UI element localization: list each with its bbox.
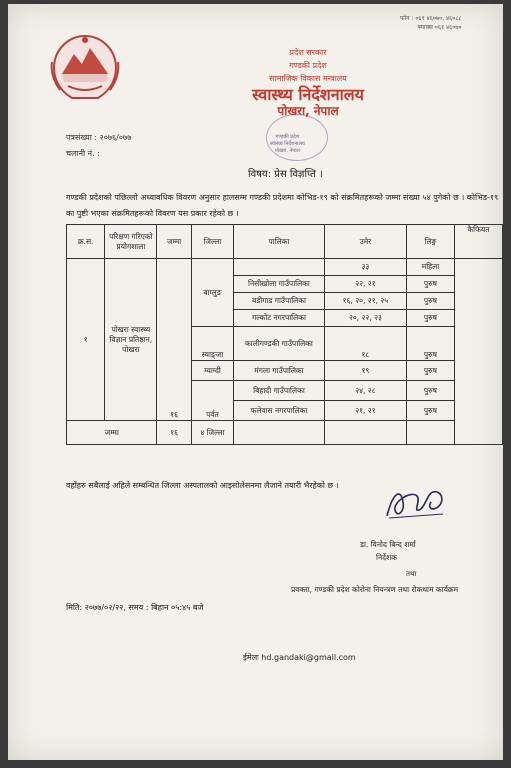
- office-letterhead: [198, 46, 418, 118]
- cell-age: १९: [324, 361, 406, 381]
- press-release-page: [8, 4, 503, 760]
- cell-palika: बडीगाड गाउँपालिका: [234, 293, 325, 310]
- phone-fax-block: [400, 14, 462, 32]
- intro-paragraph: गण्डकी प्रदेशको पछिल्लो अध्यावधिक विवरण अनुसार हालसम्म गण्डकी प्रदेशमा कोभिड-१९ को संक्रमितहरूको जम्मा संख्या ५४ पुगेको छ । कोभिड-१९ का पुष्टी भएका संक्रमितहरूको विवरण यस प्रकार रहेको छ ।: [66, 193, 499, 218]
- cell-district-myagdi: म्याग्दी: [191, 361, 233, 381]
- cell-palika: बिहादी गाउँपालिका: [234, 381, 325, 401]
- footer-empty: [407, 421, 455, 445]
- cell-age: ३३: [324, 259, 406, 276]
- office-line-province: गण्डकी प्रदेश: [289, 61, 327, 70]
- dispatch-number: चलानी नं. :: [66, 149, 100, 158]
- header-total: जम्मा: [157, 225, 191, 259]
- header-lab: परिक्षण गरिएको प्रयोगशाला: [105, 225, 157, 259]
- cell-age: २०, २२, २३: [324, 310, 406, 327]
- isolation-note: वहाँहरु सबैलाई अहिले सम्बन्धित जिल्ला अस्पतालको आइसोलेसनमा लैजाने तयारी भैरहेको छ ।: [66, 481, 339, 490]
- signature-icon: [383, 482, 453, 522]
- cell-lab: पोखरा स्वास्थ्य विज्ञान प्रतिष्ठान, पोखरा: [105, 259, 157, 421]
- cell-gender: महिला: [407, 259, 455, 276]
- cell-age: २१, २१: [324, 401, 406, 421]
- cell-palika: कालीगण्डकी गाउँपालिका: [234, 327, 325, 361]
- office-stamp-text: [270, 134, 305, 155]
- subject-line: विषय: प्रेस विज्ञप्ति ।: [248, 169, 323, 180]
- footer-districts: ४ जिल्ला: [191, 421, 233, 445]
- nepal-emblem-icon: [48, 32, 122, 106]
- office-line-government: प्रदेश सरकार: [289, 48, 327, 57]
- cell-age: २४, २८: [324, 381, 406, 401]
- cell-gender: पुरुष: [407, 293, 455, 310]
- footer-label: जम्मा: [67, 421, 157, 445]
- fax-number: फ्याक्स ०६१ ४६०७०: [417, 24, 462, 31]
- table-footer-row: [67, 421, 503, 445]
- header-gender: लिङ्ग: [407, 225, 455, 259]
- table-header-row: [67, 225, 503, 259]
- cell-district-baglung: बाग्लुङ: [191, 259, 233, 327]
- header-remarks: कैफियत: [454, 225, 502, 259]
- signatory-role: प्रवक्ता, गण्डकी प्रदेश कोरोना नियन्त्रण तथा रोकथाम कार्यक्रम: [291, 585, 459, 594]
- header-district: जिल्ला: [191, 225, 233, 259]
- cases-table: [66, 224, 503, 445]
- reference-number: पत्रसंख्या : २०७६/०७७: [66, 133, 132, 142]
- cell-age: १६, २०, २१, २५: [324, 293, 406, 310]
- cell-palika: [234, 259, 325, 276]
- stamp-line-location: पोखरा, नेपाल: [274, 148, 300, 154]
- signatory-name: डा. विनोद बिन्द शर्मा: [360, 540, 416, 549]
- cell-age: १८: [324, 327, 406, 361]
- footer-empty: [324, 421, 406, 445]
- cell-gender: पुरुष: [407, 381, 455, 401]
- office-line-directorate: स्वास्थ्य निर्देशनालय: [252, 85, 364, 104]
- phone-number: फोन : ०६१ ४६०७०, ४६०८८: [400, 15, 462, 22]
- cell-remarks: [454, 259, 502, 445]
- stamp-line-directorate: स्वास्थ्य निर्देशनालय: [270, 141, 305, 147]
- cell-palika: मंगला गाउँपालिका: [234, 361, 325, 381]
- cell-palika: गल्कोट नगरपालिका: [234, 310, 325, 327]
- cell-gender: पुरुष: [407, 361, 455, 381]
- contact-email: ईमेलः hd.gandaki@gmail.com: [243, 653, 356, 662]
- signatory-title: निर्देशक: [376, 553, 397, 562]
- footer-empty: [234, 421, 325, 445]
- cell-palika: फलेवास नगरपालिका: [234, 401, 325, 421]
- cell-gender: पुरुष: [407, 310, 455, 327]
- cases-table-wrapper: [66, 224, 503, 445]
- signatory-conjunction: तथा: [406, 570, 417, 578]
- cell-age: २२, २१: [324, 276, 406, 293]
- header-age: उमेर: [324, 225, 406, 259]
- date-time: मिति: २०७७/०२/२२, समय : बिहान ०५:४५ बजे: [66, 603, 204, 612]
- cell-palika: निसीखोला गाउँपालिका: [234, 276, 325, 293]
- cell-district-parbat: पर्वत: [191, 381, 233, 421]
- cell-district-syangja: स्याङ्जा: [191, 327, 233, 361]
- cell-gender: पुरुष: [407, 401, 455, 421]
- cell-gender: पुरुष: [407, 327, 455, 361]
- footer-total: १६: [157, 421, 191, 445]
- header-sn: क्र.स.: [67, 225, 105, 259]
- cell-sn: १: [67, 259, 105, 421]
- cell-gender: पुरुष: [407, 276, 455, 293]
- header-palika: पालिका: [234, 225, 325, 259]
- table-row: [67, 259, 503, 276]
- office-line-ministry: सामाजिक विकास मन्त्रालय: [269, 74, 347, 83]
- office-line-location: पोखरा, नेपाल: [277, 104, 339, 118]
- cell-total: १६: [157, 259, 191, 421]
- stamp-line-province: गण्डकी प्रदेश: [275, 134, 300, 140]
